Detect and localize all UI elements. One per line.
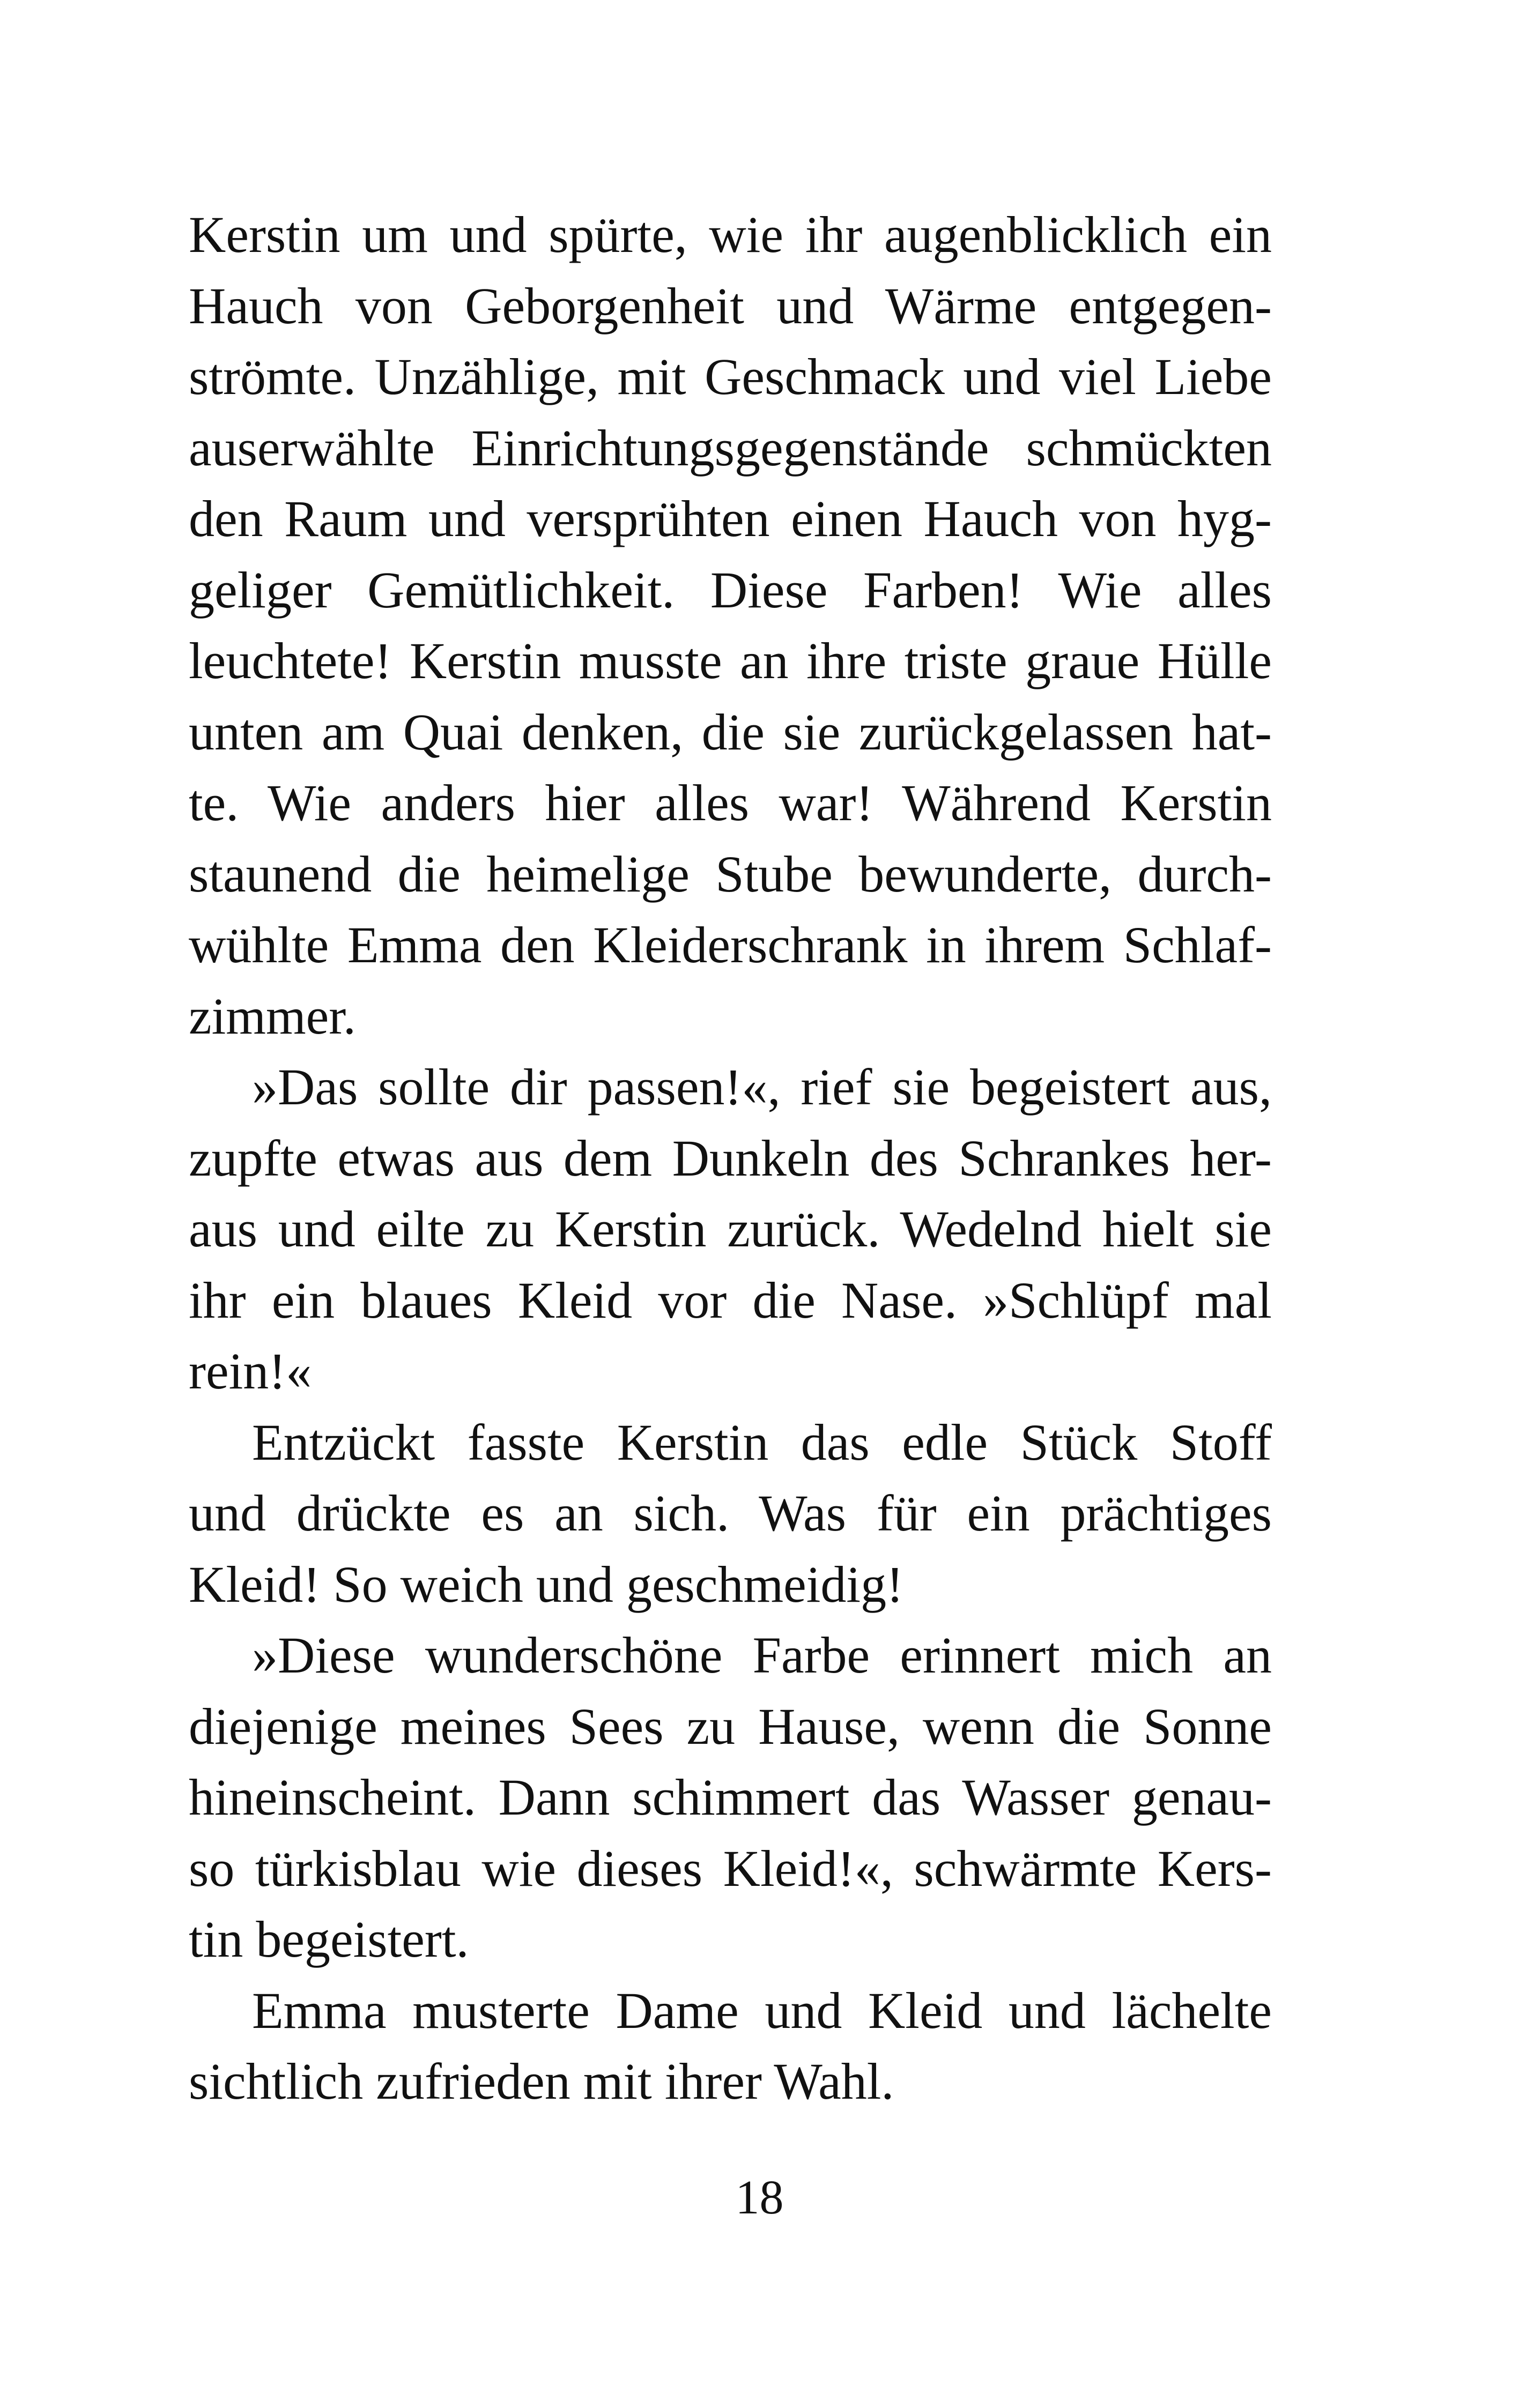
text-line: diejenige meines Sees zu Hause, wenn die Sonne bbox=[189, 1697, 1272, 1755]
text-line: Kerstin um und spürte, wie ihr augenblicklich ein bbox=[189, 206, 1272, 263]
text-line: rein!« bbox=[189, 1342, 312, 1400]
text-line: so türkisblau wie dieses Kleid!«, schwärmte Kers- bbox=[189, 1839, 1272, 1897]
text-line: Hauch von Geborgenheit und Wärme entgegen- bbox=[189, 277, 1272, 335]
text-line: geliger Gemütlichkeit. Diese Farben! Wie alles bbox=[189, 561, 1272, 619]
text-line: strömte. Unzählige, mit Geschmack und viel Liebe bbox=[189, 348, 1272, 405]
text-line: aus und eilte zu Kerstin zurück. Wedelnd hielt sie bbox=[189, 1200, 1272, 1258]
text-line: Emma musterte Dame und Kleid und lächelte bbox=[252, 1981, 1272, 2039]
text-line: »Das sollte dir passen!«, rief sie begeistert aus, bbox=[252, 1058, 1272, 1116]
text-line: wühlte Emma den Kleiderschrank in ihrem Schlaf- bbox=[189, 916, 1272, 973]
text-line: tin begeistert. bbox=[189, 1911, 469, 1968]
text-line: hineinscheint. Dann schimmert das Wasser genau- bbox=[189, 1768, 1272, 1826]
text-line: sichtlich zufrieden mit ihrer Wahl. bbox=[189, 2053, 894, 2110]
text-line: Entzückt fasste Kerstin das edle Stück Stoff bbox=[252, 1413, 1272, 1471]
text-line: »Diese wunderschöne Farbe erinnert mich an bbox=[252, 1626, 1272, 1684]
text-line: staunend die heimelige Stube bewunderte, durch- bbox=[189, 845, 1272, 903]
text-line: te. Wie anders hier alles war! Während Kerstin bbox=[189, 774, 1272, 831]
page-number: 18 bbox=[735, 2171, 784, 2224]
text-line: leuchtete! Kerstin musste an ihre triste graue Hülle bbox=[189, 632, 1272, 689]
text-line: ihr ein blaues Kleid vor die Nase. »Schlüpf mal bbox=[189, 1271, 1272, 1329]
text-line: Kleid! So weich und geschmeidig! bbox=[189, 1555, 904, 1613]
text-line: unten am Quai denken, die sie zurückgelassen hat- bbox=[189, 703, 1272, 761]
body-text bbox=[189, 199, 1272, 2117]
text-line: auserwählte Einrichtungsgegenstände schmückten bbox=[189, 419, 1272, 477]
text-line: und drückte es an sich. Was für ein prächtiges bbox=[189, 1484, 1272, 1542]
text-line: zupfte etwas aus dem Dunkeln des Schrankes her- bbox=[189, 1129, 1272, 1187]
text-line: zimmer. bbox=[189, 987, 356, 1045]
text-line: den Raum und versprühten einen Hauch von hyg- bbox=[189, 490, 1272, 547]
